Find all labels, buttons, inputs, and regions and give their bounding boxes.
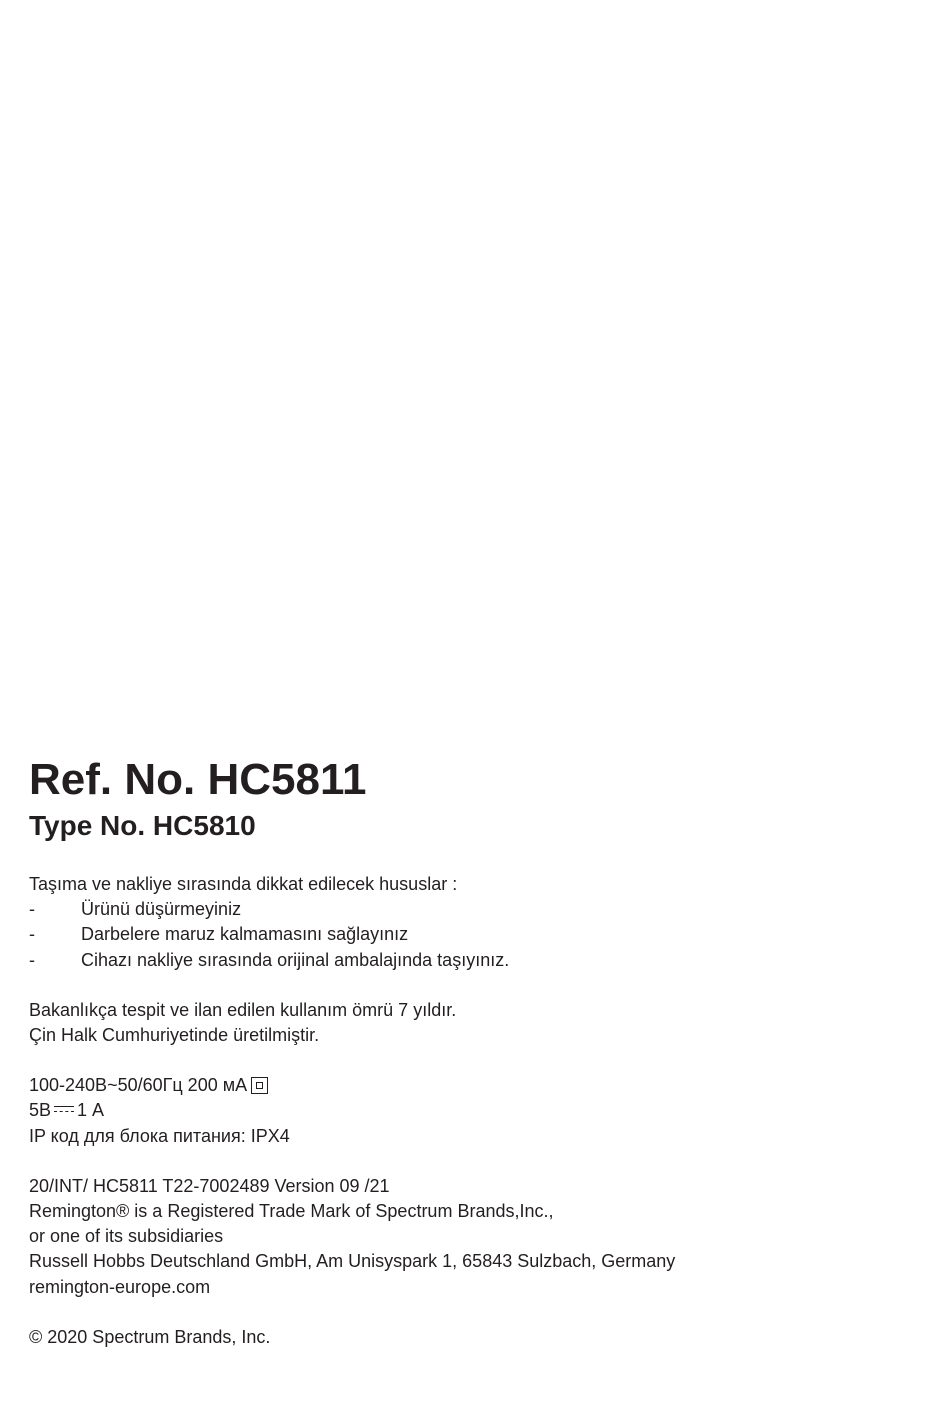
list-dash: - [29, 899, 35, 920]
input-rating [29, 1073, 909, 1098]
list-item-text: Darbelere maruz kalmamasını sağlayınız [81, 924, 409, 945]
output-current: 1 A [77, 1100, 105, 1121]
type-number-title: Type No. HC5810 [29, 810, 256, 841]
electrical-section [29, 1073, 909, 1149]
list-item-text: Cihazı nakliye sırasında orijinal ambalajında taşıyınız. [81, 949, 510, 970]
trademark-line-1: Remington® is a Registered Trade Mark of Spectrum Brands,Inc., [29, 1201, 554, 1222]
website-link[interactable]: remington-europe.com [29, 1276, 211, 1297]
output-voltage: 5В [29, 1100, 52, 1121]
transport-section [29, 872, 909, 973]
company-address: Russell Hobbs Deutschland GmbH, Am Unisyspark 1, 65843 Sulzbach, Germany [29, 1251, 676, 1272]
transport-heading: Taşıma ve nakliye sırasında dikkat edilecek hususlar : [29, 874, 458, 894]
output-rating [29, 1098, 909, 1123]
document-body [29, 752, 909, 1350]
dc-current-icon [54, 1105, 74, 1115]
lifetime-line: Bakanlıkça tespit ve ilan edilen kullanım ömrü 7 yıldır. [29, 999, 457, 1020]
list-dash: - [29, 924, 35, 945]
trademark-line-2: or one of its subsidiaries [29, 1226, 224, 1247]
copyright-notice: © 2020 Spectrum Brands, Inc. [29, 1326, 271, 1347]
list-dash: - [29, 949, 35, 970]
list-item-text: Ürünü düşürmeyiniz [81, 899, 242, 920]
ip-code: IP код для блока питания: IPX4 [29, 1125, 290, 1146]
double-insulation-icon [251, 1077, 268, 1094]
list-item [29, 948, 909, 973]
lifetime-section [29, 998, 909, 1048]
origin-line: Çin Halk Cumhuriyetinde üretilmiştir. [29, 1025, 320, 1046]
list-item [29, 922, 909, 947]
list-item [29, 897, 909, 922]
input-rating-text: 100-240В~50/60Гц 200 мА [29, 1075, 248, 1096]
ref-number-title: Ref. No. HC5811 [29, 755, 367, 804]
legal-section [29, 1174, 909, 1300]
version-codes: 20/INT/ HC5811 T22-7002489 Version 09 /21 [29, 1175, 390, 1196]
